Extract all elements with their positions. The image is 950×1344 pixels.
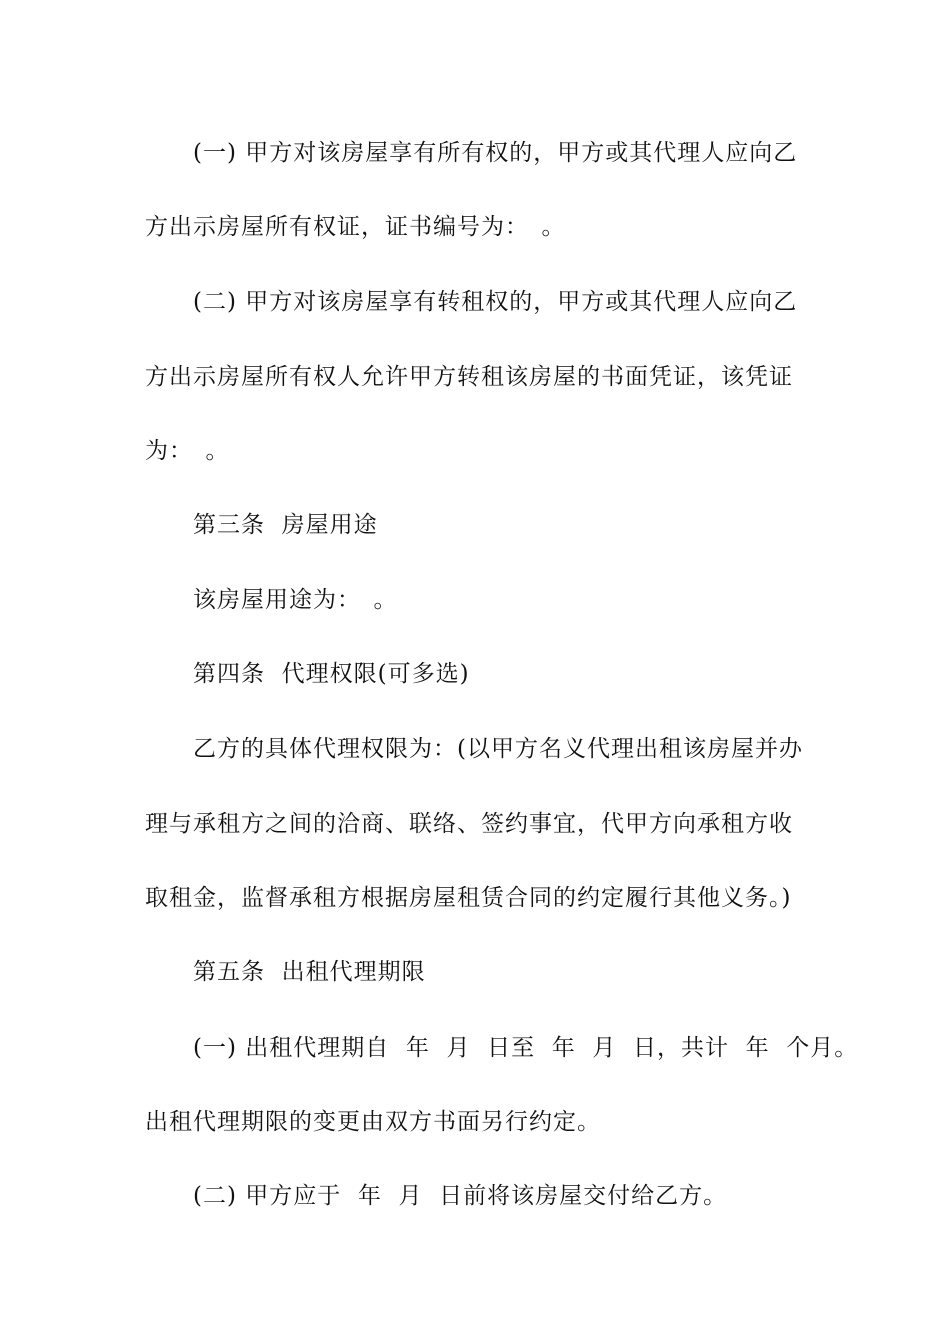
clause-ownership-line-1: (一) 甲方对该房屋享有所有权的，甲方或其代理人应向乙 xyxy=(193,140,798,166)
article-four-heading: 第四条 代理权限(可多选) xyxy=(193,661,470,687)
clause-sublease-line-2: 方出示房屋所有权人允许甲方转租该房屋的书面凭证，该凭证 xyxy=(145,364,793,390)
delivery-date-line: (二) 甲方应于 年 月 日前将该房屋交付给乙方。 xyxy=(193,1183,728,1209)
clause-sublease-line-3: 为： 。 xyxy=(145,438,230,464)
agency-period-line-1: (一) 出租代理期自 年 月 日至 年 月 日，共计 年 个月。 xyxy=(193,1035,859,1061)
agency-period-line-2: 出租代理期限的变更由双方书面另行约定。 xyxy=(145,1109,601,1135)
agency-scope-line-3: 取租金，监督承租方根据房屋租赁合同的约定履行其他义务。) xyxy=(145,885,792,911)
house-purpose-line: 该房屋用途为： 。 xyxy=(193,587,398,613)
agency-scope-line-2: 理与承租方之间的洽商、联络、签约事宜，代甲方向承租方收 xyxy=(145,811,793,837)
clause-ownership-line-2: 方出示房屋所有权证，证书编号为： 。 xyxy=(145,214,566,240)
agency-scope-line-1: 乙方的具体代理权限为：(以甲方名义代理出租该房屋并办 xyxy=(193,736,803,762)
clause-sublease-line-1: (二) 甲方对该房屋享有转租权的，甲方或其代理人应向乙 xyxy=(193,289,798,315)
article-three-heading: 第三条 房屋用途 xyxy=(193,512,378,538)
article-five-heading: 第五条 出租代理期限 xyxy=(193,959,426,985)
